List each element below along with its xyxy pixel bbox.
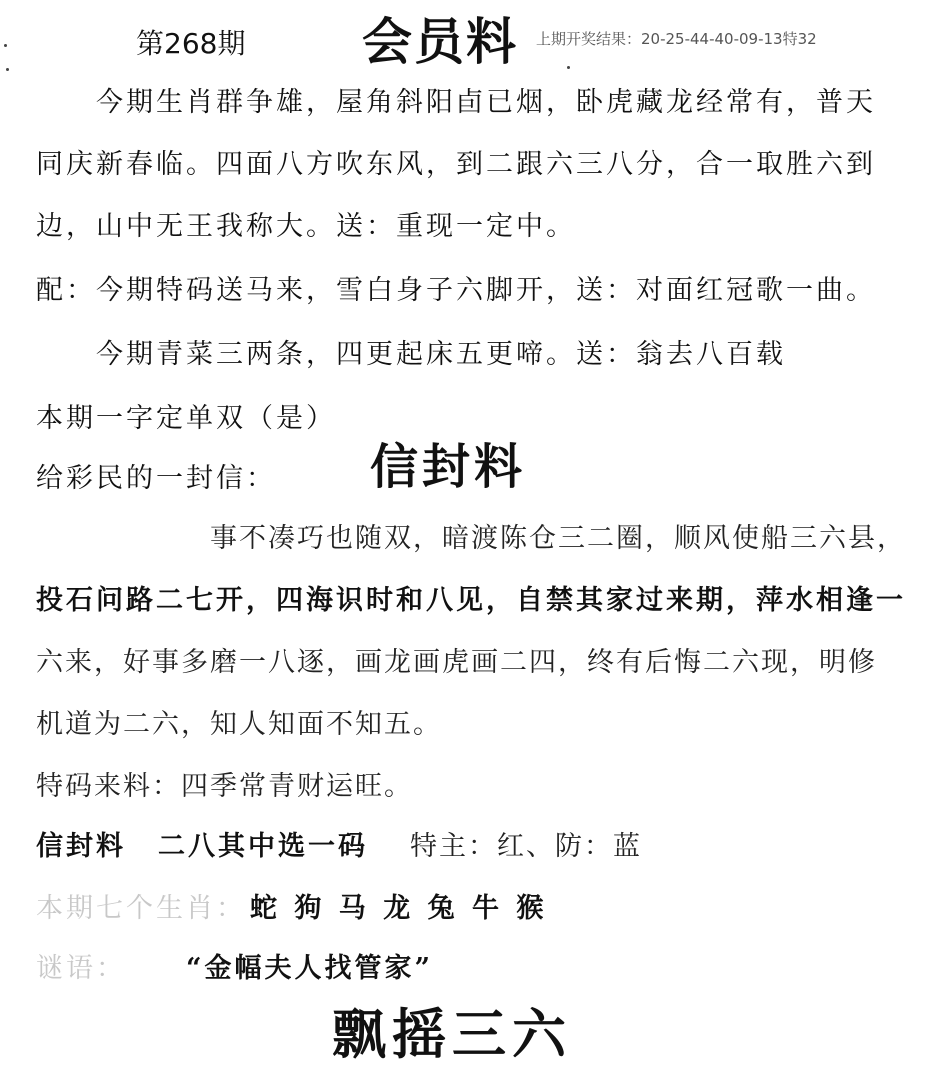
letter-line-3: 六来，好事多磨一八逐，画龙画虎画二四，终有后悔二六现，明修	[36, 647, 877, 678]
letter-line-4: 机道为二六，知人知面不知五。	[36, 709, 442, 740]
issue-number: 第268期	[136, 27, 246, 60]
poem-line-3: 边，山中无王我称大。送：重现一定中。	[36, 211, 576, 242]
letter-title: 信封料	[370, 439, 527, 495]
letter-line-1: 事不凑巧也随双，暗渡陈仓三二圈，顺风使船三六县，	[210, 523, 906, 554]
zodiac-list: 蛇 狗 马 龙 兔 牛 猴	[250, 893, 548, 924]
page-title: 会员料	[362, 12, 518, 71]
pick-text: 二八其中选一码	[158, 831, 368, 862]
pick-label: 信封料	[36, 831, 126, 862]
last-draw-result: 上期开奖结果：20-25-44-40-09-13特32	[536, 30, 817, 48]
zodiac-label: 本期七个生肖：	[36, 893, 246, 924]
riddle-label: 谜语：	[36, 953, 126, 984]
special-tip: 特码来料：四季常青财运旺。	[36, 771, 413, 802]
letter-intro: 给彩民的一封信：	[36, 463, 276, 494]
single-double-line: 本期一字定单双（是）	[36, 403, 336, 434]
scan-speck	[567, 66, 570, 69]
pair-line: 配：今期特码送马来，雪白身子六脚开，送：对面红冠歌一曲。	[36, 275, 876, 306]
scan-speck	[4, 44, 7, 47]
vegetable-line: 今期青菜三两条，四更起床五更啼。送：翁去八百载	[96, 339, 786, 370]
poem-line-2: 同庆新春临。四面八方吹东风，到二跟六三八分，合一取胜六到	[36, 149, 876, 180]
letter-line-2: 投石问路二七开，四海识时和八见，自禁其家过来期，萍水相逢一	[36, 585, 906, 616]
riddle-text: “金幅夫人找管家”	[186, 953, 434, 984]
scan-speck	[6, 68, 9, 71]
poem-line-1: 今期生肖群争雄，屋角斜阳卣已烟，卧虎藏龙经常有，普天	[96, 87, 876, 118]
footer-title: 飘摇三六	[332, 1002, 572, 1066]
main-color-line: 特主：红、防：蓝	[410, 831, 642, 862]
